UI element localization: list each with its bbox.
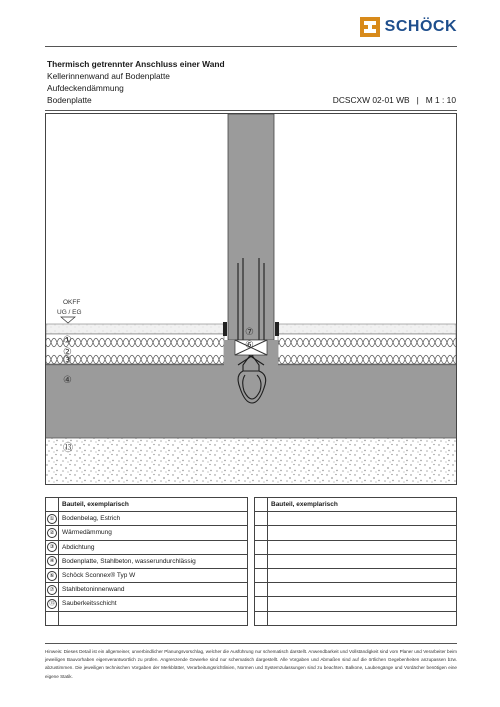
- table-row: [46, 611, 248, 625]
- callout-7: ⑦: [245, 327, 254, 338]
- parts-legend: [45, 497, 457, 637]
- legend-num-2: ②: [47, 528, 57, 538]
- callout-4: ④: [63, 375, 72, 386]
- brand-name: SCHÖCK: [384, 18, 457, 35]
- table-row: [255, 526, 457, 540]
- legend-num-1: ①: [47, 514, 57, 524]
- table-row: [255, 540, 457, 554]
- parts-table-left: [45, 497, 248, 626]
- callout-6: ⑥: [245, 340, 254, 351]
- legend-num-3: ③: [47, 542, 57, 552]
- legend-num-4: ④: [47, 556, 57, 566]
- level-label: UG / EG: [57, 309, 82, 316]
- legend-label-1: Bodenbelag, Estrich: [59, 512, 248, 526]
- drawing-number: DCSCXW 02-01 WB: [332, 95, 410, 105]
- legend-label-7: Stahlbetoninnenwand: [59, 583, 248, 597]
- table-row: [46, 554, 248, 568]
- section-drawing: [45, 113, 457, 485]
- legend-label-4: Bodenplatte, Stahlbeton, wasserundurchlässig: [59, 554, 248, 568]
- table-row: [255, 597, 457, 611]
- okff-label: OKFF: [63, 299, 81, 306]
- parts-table-right: [254, 497, 457, 626]
- header-rule: [45, 46, 457, 47]
- table-row: [255, 611, 457, 625]
- legend-label-13: Sauberkeitsschicht: [59, 597, 248, 611]
- table-row: [255, 568, 457, 582]
- legend-num-13: ⑬: [47, 599, 57, 609]
- disclaimer-note: Hinweis: Dieses Detail ist ein allgemeiner, unverbindlicher Planungsvorschlag, welcher die Ausführung nur schematisch darstellt. Anwendbarkeit und Vollständigkeit sind vom Planer und Verarbeiter beim jeweiligen Bauvorhaben eigenverantwortlich zu prüfen. Angrenzende Gewerke sind nur schematisch dargestellt. Alle Vorgaben und Abmaßen sind auf die örtlichen Gegebenheiten anzupassen bzw. abzustimmen. Die jeweiligen technischen Vorgaben der Merkblätter, Verarbeitungsrichtlinien, Normen und Systemzulassungen sind zu beachten. Balkone, Laubengänge und Vordächer benötigen eine eigene Statik.: [45, 649, 457, 679]
- subtitle-line-3: Aufdeckendämmung: [47, 83, 124, 93]
- legend-header-left: Bauteil, exemplarisch: [59, 498, 248, 512]
- schoeck-logo-mark-icon: [360, 17, 380, 37]
- legend-num-7: ⑦: [47, 585, 57, 595]
- callout-2: ②: [63, 347, 72, 358]
- drawing-scale: M 1 : 10: [425, 95, 456, 105]
- legend-label-6: Schöck Sconnex® Typ W: [59, 568, 248, 582]
- callout-13: ⑬: [63, 443, 73, 454]
- callout-1: ①: [63, 335, 72, 346]
- legend-header-right: Bauteil, exemplarisch: [268, 498, 457, 512]
- table-row: [46, 597, 248, 611]
- table-row: [46, 540, 248, 554]
- subtitle-line-2: Kellerinnenwand auf Bodenplatte: [47, 71, 170, 81]
- title-rule: [45, 110, 457, 111]
- table-row: [46, 583, 248, 597]
- table-row: [255, 583, 457, 597]
- table-row: [46, 512, 248, 526]
- schoeck-logo: [360, 17, 457, 37]
- legend-num-6: ⑥: [47, 571, 57, 581]
- table-row: [255, 554, 457, 568]
- legend-label-2: Wärmedämmung: [59, 526, 248, 540]
- footer-rule: [45, 643, 457, 644]
- table-row: [46, 526, 248, 540]
- table-row: [46, 568, 248, 582]
- callout-3: ③: [63, 355, 72, 366]
- table-row: [255, 512, 457, 526]
- subtitle-line-4: Bodenplatte: [47, 95, 92, 105]
- drawing-code: DCSCXW 02-01 WB | M 1 : 10: [332, 95, 456, 105]
- document-title: Thermisch getrennter Anschluss einer Wand: [47, 59, 225, 69]
- legend-label-3: Abdichtung: [59, 540, 248, 554]
